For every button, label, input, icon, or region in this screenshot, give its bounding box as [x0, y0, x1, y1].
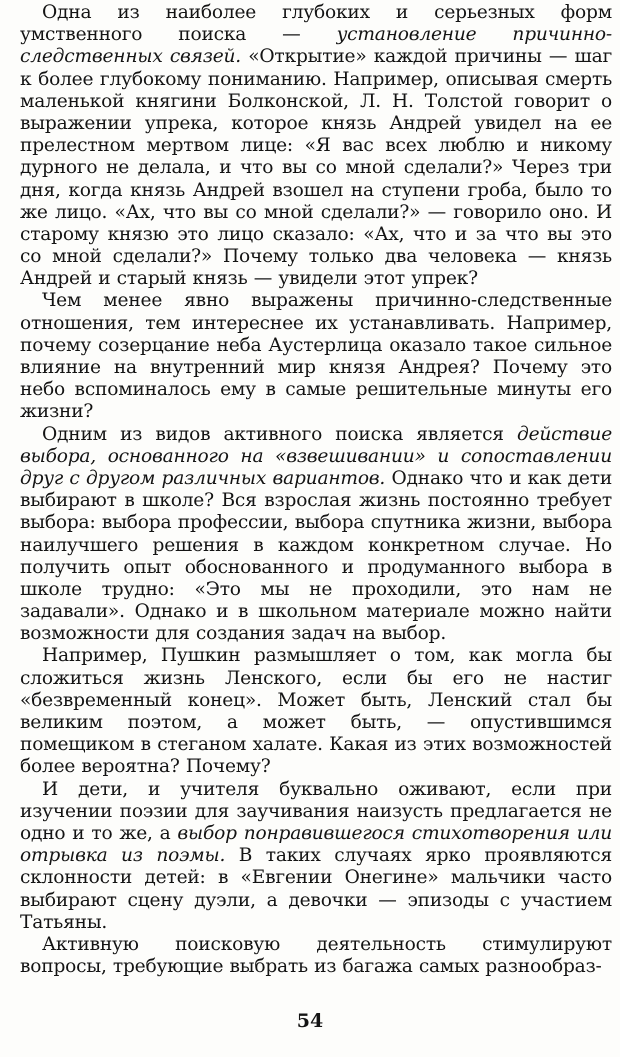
paragraph [20, 934, 612, 978]
text-run: Одна из наиболее глубоких и серьезных форм умственного поиска — [20, 2, 612, 46]
text-run: «Открытие» каждой причины — шаг к более глубокому пониманию. Например, описывая смерть маленькой княгини Болконской, Л. Н. Толстой говорит о выражении упрека, которое князь Андрей увидел на ее прелестном мертвом лице: «Я вас всех люблю и никому дурного не делала, и что вы со мной сделали?» Через три дня, когда князь Андрей взошел на ступени гроба, было то же лицо. «Ах, что вы со мной сделали?» — говорило оно. И старому князю это лицо сказало: «Ах, что и за что вы это со мной сделали?» Почему только два человека — князь Андрей и старый князь — увидели этот упрек? [20, 46, 612, 290]
paragraph [20, 645, 612, 778]
paragraph [20, 290, 612, 423]
text-run: Например, Пушкин размышляет о том, как могла бы сложиться жизнь Ленского, если бы его не настиг «безвременный конец». Может быть, Ленский стал бы великим поэтом, а может быть, — опустившимся помещиком в стеганом халате. Какая из этих возможностей более вероятна? Почему? [20, 645, 612, 778]
text-run: В таких случаях ярко проявляются склонности детей: в «Евгении Онегине» мальчики часто выбирают сцену дуэли, а девочки — эпизоды с участием Татьяны. [20, 845, 612, 933]
text-run: И дети, и учителя буквально оживают, если при изучении поэзии для заучивания наизусть предлагается не одно и то же, а [20, 778, 612, 844]
body-text [20, 2, 612, 978]
text-run: Активную поисковую деятельность стимулируют вопросы, требующие выбрать из багажа самых разнообраз- [20, 933, 612, 978]
italic-phrase: установление причинно-следственных связей. [20, 24, 612, 68]
paragraph [20, 2, 612, 290]
text-run: Чем менее явно выражены причинно-следственные отношения, тем интереснее их устанавливать. Например, почему созерцание неба Аустерлица оказало такое сильное влияние на внутренний мир князя Андрея? Почему это небо вспоминалось ему в самые решительные минуты его жизни? [20, 290, 612, 423]
paragraph [20, 779, 612, 934]
italic-phrase: действие выбора, основанного на «взвешивании» и сопоставлении друг с другом различных вариантов. [20, 423, 612, 489]
text-run: Одним из видов активного поиска является [42, 423, 517, 445]
paragraph [20, 424, 612, 646]
page-number: 54 [296, 1010, 324, 1032]
text-run: Однако что и как дети выбирают в школе? Вся взрослая жизнь постоянно требует выбора: выбора профессии, выбора спутника жизни, выбора наилучшего решения в каждом конкретном случае. Но получить опыт обоснованного и продуманного выбора в школе трудно: «Это мы не проходили, это нам не задавали». Однако и в школьном материале можно найти возможности для создания задач на выбор. [20, 467, 613, 645]
italic-phrase: выбор понравившегося стихотворения или отрывка из поэмы. [20, 822, 612, 867]
